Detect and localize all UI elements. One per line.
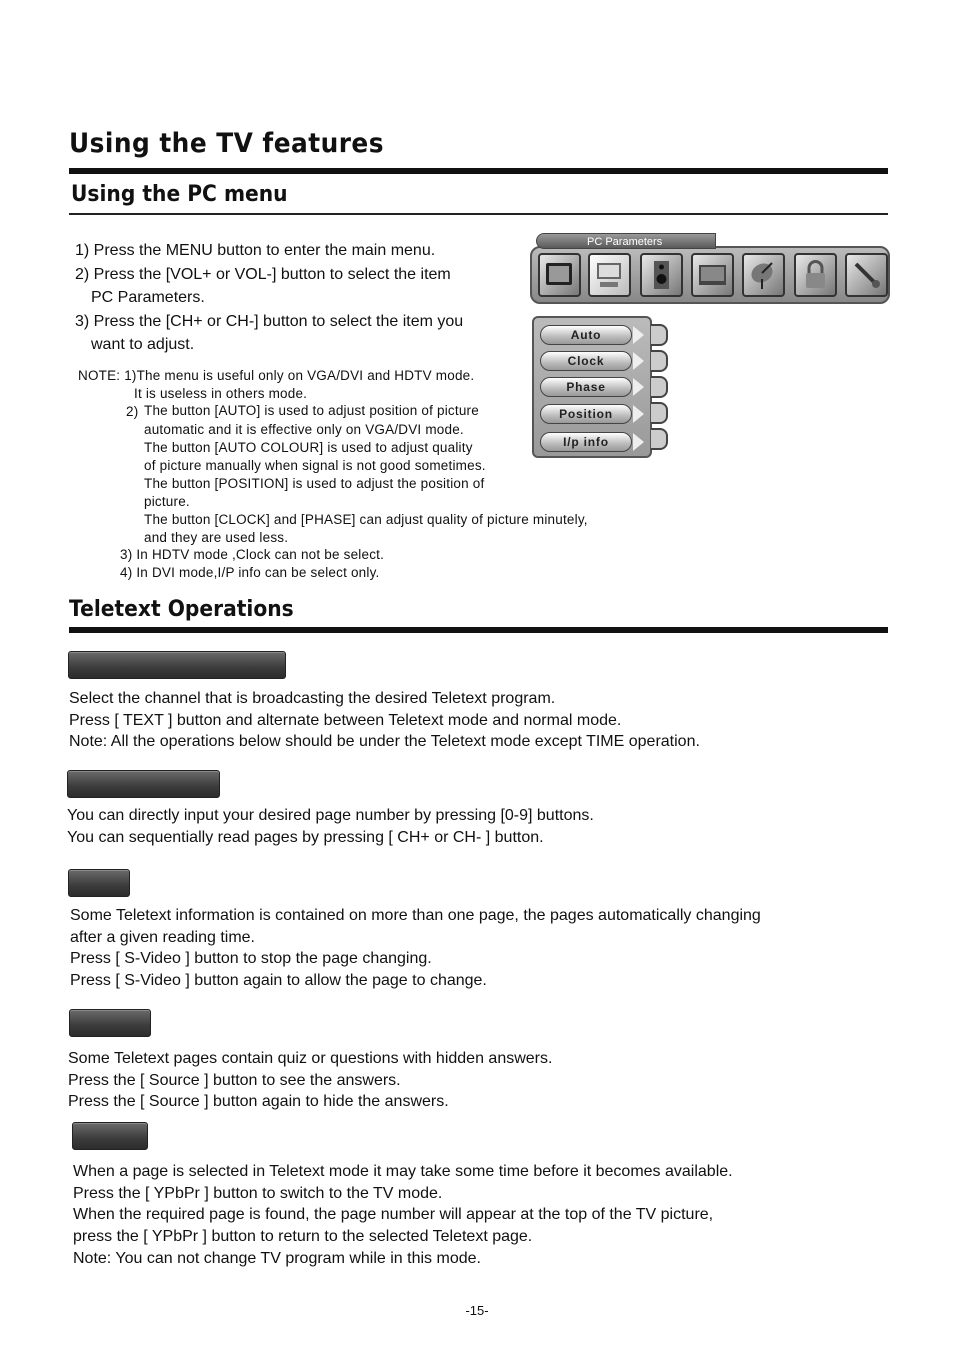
text-line: Press the [ YPbPr ] button to switch to the TV mode. xyxy=(73,1184,443,1202)
pc-menu-rule xyxy=(69,213,888,215)
menu-item-phase[interactable]: Phase xyxy=(540,377,632,397)
pc-menu-heading: Using the PC menu xyxy=(71,182,288,207)
menu-item-ip-info[interactable]: I/p info xyxy=(540,432,632,452)
tools-icon xyxy=(845,253,888,297)
pc-icon xyxy=(588,253,631,297)
teletext-section-2 xyxy=(67,805,594,848)
tv-icon xyxy=(538,253,581,297)
text-line: When a page is selected in Teletext mode it may take some time before it becomes available. xyxy=(73,1163,733,1180)
arrow-right-icon xyxy=(633,378,644,396)
menu-side-tab xyxy=(651,376,668,398)
step-3: 3) Press the [CH+ or CH-] button to select the item you xyxy=(75,312,464,330)
title-rule xyxy=(69,168,888,174)
menu-item-clock[interactable]: Clock xyxy=(540,351,632,371)
page-title: Using the TV features xyxy=(69,128,384,159)
teletext-section-3 xyxy=(70,905,761,992)
note-2-line6: picture. xyxy=(144,494,190,509)
teletext-section-1 xyxy=(69,688,700,753)
text-line: Some Teletext information is contained on more than one page, the pages automatically changing xyxy=(70,907,761,924)
text-line: after a given reading time. xyxy=(70,928,255,946)
section-label-bar xyxy=(69,1009,151,1037)
pc-menu-steps xyxy=(75,239,463,357)
section-label-bar xyxy=(67,770,220,798)
screen-icon xyxy=(691,253,734,297)
text-line: Press [ S-Video ] button to stop the page changing. xyxy=(70,950,432,968)
section-label-bar xyxy=(68,869,130,897)
note-2-line1: The button [AUTO] is used to adjust position of picture xyxy=(144,403,479,418)
note-2-line7: The button [CLOCK] and [PHASE] can adjust quality of picture minutely, xyxy=(144,512,588,527)
satellite-icon xyxy=(742,253,785,297)
menu-item-position[interactable]: Position xyxy=(540,404,632,424)
step-1: 1) Press the MENU button to enter the main menu. xyxy=(75,242,436,259)
menu-side-tab xyxy=(651,350,668,372)
text-line: Select the channel that is broadcasting the desired Teletext program. xyxy=(69,690,556,707)
lock-icon xyxy=(794,253,837,297)
note-1: NOTE: 1)The menu is useful only on VGA/DVI and HDTV mode. xyxy=(78,368,475,383)
text-line: Press [ S-Video ] button again to allow the page to change. xyxy=(70,972,487,990)
speaker-icon xyxy=(640,253,683,297)
text-line: Press the [ Source ] button again to hide the answers. xyxy=(68,1093,449,1111)
arrow-right-icon xyxy=(633,352,644,370)
note-2-line8: and they are used less. xyxy=(144,530,289,545)
note-4: 4) In DVI mode,I/P info can be select only. xyxy=(120,565,380,580)
step-2-cont: PC Parameters. xyxy=(91,289,205,306)
section-label-bar xyxy=(72,1122,148,1150)
text-line: Note: You can not change TV program while in this mode. xyxy=(73,1249,481,1267)
section-label-bar xyxy=(68,651,286,679)
text-line: Press the [ Source ] button to see the answers. xyxy=(68,1071,401,1089)
text-line: You can sequentially read pages by pressing [ CH+ or CH- ] button. xyxy=(67,828,544,846)
text-line: You can directly input your desired page number by pressing [0-9] buttons. xyxy=(67,807,594,824)
arrow-right-icon xyxy=(633,326,644,344)
menu-side-tab xyxy=(651,402,668,424)
text-line: Press [ TEXT ] button and alternate between Teletext mode and normal mode. xyxy=(69,711,622,729)
arrow-right-icon xyxy=(633,405,644,423)
teletext-section-4 xyxy=(68,1048,552,1113)
teletext-heading: Teletext Operations xyxy=(69,597,294,622)
menu-side-tab xyxy=(651,324,668,346)
text-line: Note: All the operations below should be under the Teletext mode except TIME operation. xyxy=(69,733,700,751)
note-2-line5: The button [POSITION] is used to adjust the position of xyxy=(144,476,485,491)
note-2-line3: The button [AUTO COLOUR] is used to adjust quality xyxy=(144,440,473,455)
note-2-line4: of picture manually when signal is not good sometimes. xyxy=(144,458,486,473)
teletext-section-5 xyxy=(73,1161,733,1270)
text-line: When the required page is found, the page number will appear at the top of the TV picture, xyxy=(73,1206,714,1224)
note-3: 3) In HDTV mode ,Clock can not be select. xyxy=(120,547,385,562)
page-number: -15- xyxy=(465,1303,489,1318)
menu-side-tab xyxy=(651,428,668,450)
arrow-right-icon xyxy=(633,433,644,451)
note-1-cont: It is useless in others mode. xyxy=(134,386,308,401)
note-2-num: 2) xyxy=(126,404,139,419)
pc-parameters-tab: PC Parameters xyxy=(536,233,716,249)
menu-item-auto[interactable]: Auto xyxy=(540,325,632,345)
step-2: 2) Press the [VOL+ or VOL-] button to select the item xyxy=(75,265,451,283)
step-3-cont: want to adjust. xyxy=(91,336,195,353)
teletext-rule xyxy=(69,627,888,633)
text-line: press the [ YPbPr ] button to return to the selected Teletext page. xyxy=(73,1228,533,1246)
text-line: Some Teletext pages contain quiz or questions with hidden answers. xyxy=(68,1050,553,1067)
note-2-line2: automatic and it is effective only on VGA/DVI mode. xyxy=(144,422,464,437)
